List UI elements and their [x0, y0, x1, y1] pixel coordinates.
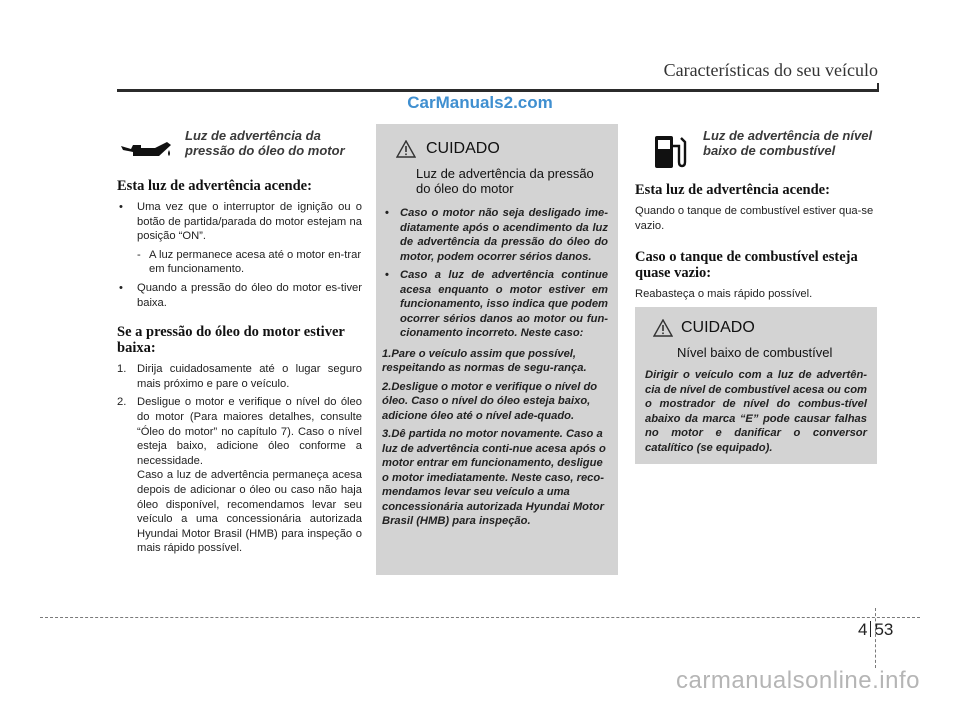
header-rule [117, 89, 877, 92]
caution-step-1: 1.Pare o veículo assim que possível, respeitando as normas de segu-rança. [382, 347, 587, 374]
page-number [858, 620, 893, 640]
oil-step-2-extra: Caso a luz de advertência permaneça acesa depois de adicionar o óleo ou caso não haja óleo disponível, recomendamos levar seu veículo a uma concessionária autorizada Hyundai Motor Brasil (HMB) para inspeção o mais rápido possível. [137, 469, 362, 555]
oil-step-1: 1. Dirija cuidadosamente até o lugar seguro mais próximo e pare o veículo. [117, 363, 362, 390]
caution-heading [396, 140, 608, 158]
watermark-bottom[interactable]: carmanualsonline.info [676, 667, 920, 694]
fuel-caution-box [635, 307, 877, 464]
fuel-lights-text: Quando o tanque de combustível estiver qua-se vazio. [635, 205, 874, 232]
page-number-separator [870, 621, 871, 637]
oil-sub-item: - A luz permanece acesa até o motor en-trar em funcionamento. [137, 248, 362, 276]
chapter-number: 4 [858, 620, 868, 639]
fuel-warning-title: Luz de advertência de nível baixo de combustível [703, 128, 873, 158]
fuel-pump-icon [653, 132, 687, 172]
oil-bullet-1: • Uma vez que o interruptor de ignição ou o botão de partida/parada do motor estejam na posição “ON”. [117, 200, 362, 244]
fuel-lights-heading: Esta luz de advertência acende: [635, 182, 830, 198]
warning-triangle-icon [653, 319, 673, 337]
caution-subtitle: Luz de advertência da pressão do óleo do motor [416, 166, 594, 196]
caution-bullet-1: • Caso o motor não seja desligado ime-diatamente após o acendimento da luz de advertência da pressão do óleo do motor, podem ocorrer sérios danos. [382, 206, 608, 264]
left-column [117, 128, 362, 556]
fuel-empty-heading: Caso o tanque de combustível esteja quase vazio: [635, 249, 858, 282]
caution-step-3: 3.Dê partida no motor novamente. Caso a luz de advertência conti-nue acesa após o motor entrar em funcionamento, desligue o motor imediatamente. Neste caso, reco-mendamos levar seu veículo a uma concessionária autorizada Hyundai Motor Brasil (HMB) para inspeção. [382, 428, 606, 527]
page-number-value: 53 [874, 620, 894, 639]
oil-warning-title: Luz de advertência da pressão do óleo do motor [185, 128, 345, 158]
caution-bullet-2: • Caso a luz de advertência continue acesa enquanto o motor estiver em funcionamento, isso indica que podem ocorrer sérios danos ao motor ou fun-cionamento incorreto. Neste caso: [382, 268, 608, 341]
oil-lights-heading: Esta luz de advertência acende: [117, 178, 312, 194]
caution-label: CUIDADO [426, 140, 500, 157]
fuel-caution-label: CUIDADO [681, 319, 755, 336]
oil-step-2: 2. Desligue o motor e verifique o nível do óleo do motor (Para maiores detalhes, consulte “Óleo do motor” no capítulo 7). Caso o nível esteja baixo, adicione óleo conforme a necessidade. Caso a luz de advertência permaneça acesa depois de adicionar o óleo ou caso não haja óleo disponível, recomendamos levar seu veículo a uma concessionária autorizada Hyundai Motor Brasil (HMB) para inspeção o mais rápido possível. [117, 396, 362, 555]
fuel-caution-text: Dirigir o veículo com a luz de advertên-cia de nível de combustível acesa ou com o mostrador de nível do combus-tível abaixo da marca “E” pode causar falhas no motor e danificar o conversor catalítico (se equipado). [645, 369, 867, 454]
footer-rule [40, 617, 920, 618]
fuel-caution-heading [653, 319, 867, 337]
header-rule-tick [877, 83, 879, 92]
fuel-empty-text: Reabasteça o mais rápido possível. [635, 288, 813, 301]
oil-caution-box [376, 124, 618, 575]
oil-bullet-2: • Quando a pressão do óleo do motor es-tiver baixa. [117, 281, 362, 310]
running-header: Características do seu veículo [663, 60, 878, 80]
warning-triangle-icon [396, 140, 416, 158]
fuel-caution-subtitle: Nível baixo de combustível [677, 345, 833, 360]
caution-step-2: 2.Desligue o motor e verifique o nível do óleo. Caso o nível do óleo esteja baixo, adicione óleo até o nível ade-quado. [382, 380, 598, 422]
watermark-top[interactable]: CarManuals2.com [407, 93, 553, 112]
oil-sub-item-text: A luz permanece acesa até o motor en-trar em funcionamento. [149, 248, 362, 276]
oil-can-icon [119, 140, 175, 164]
right-column [635, 128, 878, 302]
oil-low-heading: Se a pressão do óleo do motor estiver baixa: [117, 324, 345, 357]
